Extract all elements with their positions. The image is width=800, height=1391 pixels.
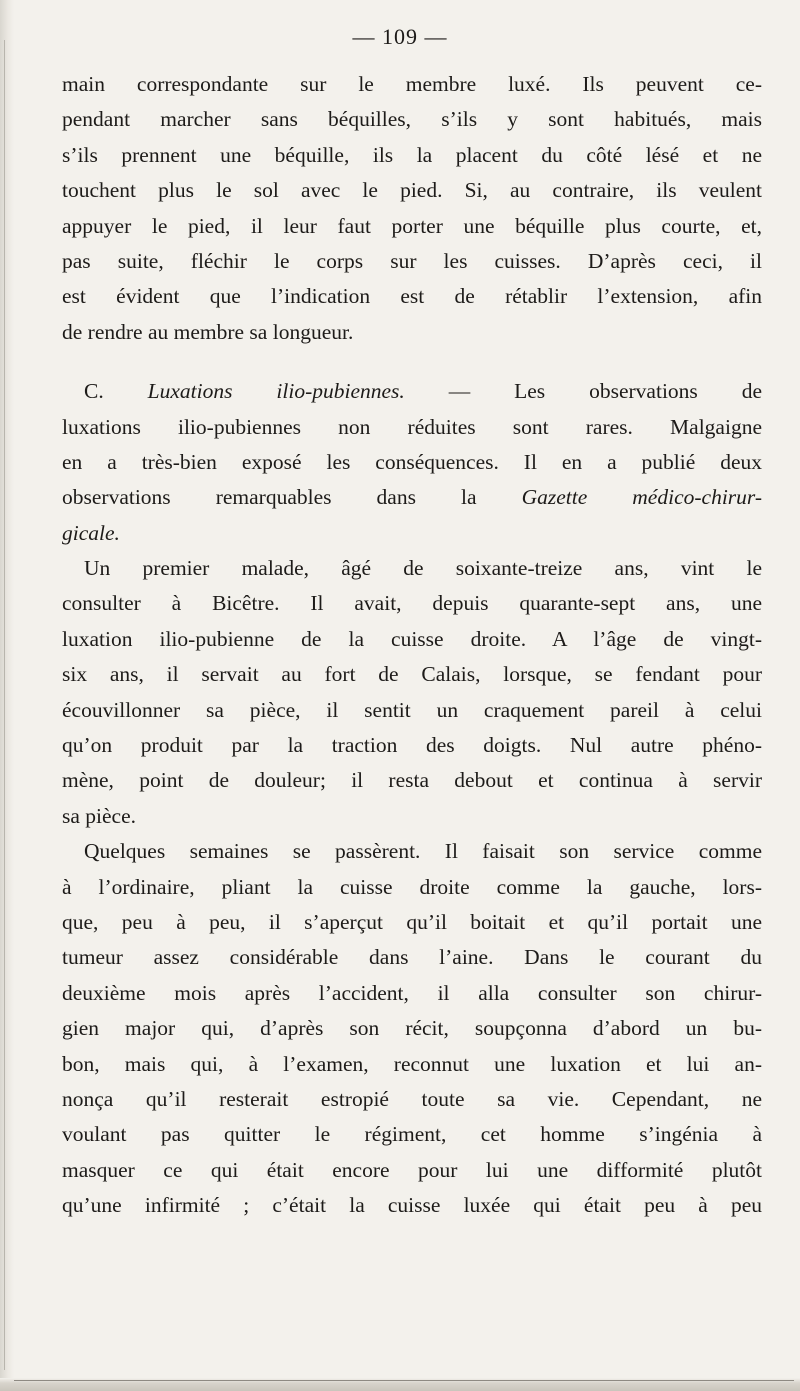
text-line: qu’on produit par la traction des doigts. Nul autre phéno-: [62, 733, 762, 758]
text-line: de rendre au membre sa longueur.: [62, 319, 354, 344]
text-line: nonça qu’il resterait estropié toute sa vie. Cependant, ne: [62, 1086, 762, 1111]
text-line: à l’ordinaire, pliant la cuisse droite comme la gauche, lors-: [62, 874, 762, 899]
text-line: qu’une infirmité ; c’était la cuisse luxée qui était peu à peu: [62, 1193, 762, 1218]
section-letter: C.: [84, 379, 148, 404]
text-line: touchent plus le sol avec le pied. Si, au contraire, ils veulent: [62, 178, 762, 203]
page-number: — 109 —: [352, 24, 448, 49]
text-line: Quelques semaines se passèrent. Il faisait son service comme: [84, 839, 762, 864]
text-line: tumeur assez considérable dans l’aine. Dans le courant du: [62, 945, 762, 970]
page-bottom-line: [14, 1380, 794, 1381]
text-line: appuyer le pied, il leur faut porter une béquille plus courte, et,: [62, 213, 762, 238]
text-line: sa pièce.: [62, 803, 137, 828]
page-binding-line: [4, 40, 5, 1370]
text-line: écouvillonner sa pièce, il sentit un craquement pareil à celui: [62, 697, 762, 722]
text-line: luxations ilio-pubiennes non réduites sont rares. Malgaigne: [62, 414, 762, 439]
text-line: que, peu à peu, il s’aperçut qu’il boitait et qu’il portait une: [62, 909, 762, 934]
paragraph-1: [62, 67, 762, 350]
text-line: mène, point de douleur; il resta debout et continua à servir: [62, 768, 762, 793]
journal-title: Gazette médico-chirur-: [521, 485, 762, 510]
text-line: en a très-bien exposé les conséquences. Il en a publié deux: [62, 449, 762, 474]
paragraph-gap: [62, 350, 762, 374]
text-line: luxation ilio-pubienne de la cuisse droite. A l’âge de vingt-: [62, 626, 762, 651]
section-heading-suffix: — Les observations de: [404, 379, 762, 404]
section-title: Luxations ilio-pubiennes.: [147, 379, 405, 404]
text-line: consulter à Bicêtre. Il avait, depuis quarante-sept ans, une: [62, 591, 762, 616]
page-left-shadow: [0, 0, 14, 1391]
text-line: [62, 480, 762, 515]
text-line: six ans, il servait au fort de Calais, lorsque, se fendant pour: [62, 662, 762, 687]
text-line: gien major qui, d’après son récit, soupçonna d’abord un bu-: [62, 1016, 762, 1041]
text-span: observations remarquables dans la: [62, 485, 522, 510]
text-line: masquer ce qui était encore pour lui une difformité plutôt: [62, 1157, 762, 1182]
paragraph-3: [62, 551, 762, 834]
section-heading-line: [62, 374, 762, 409]
text-line: main correspondante sur le membre luxé. Ils peuvent ce-: [62, 72, 762, 96]
text-line: pas suite, fléchir le corps sur les cuisses. D’après ceci, il: [62, 248, 762, 273]
journal-title-end: gicale.: [62, 520, 120, 545]
text-line: Un premier malade, âgé de soixante-treize ans, vint le: [84, 556, 762, 581]
paragraph-2: [62, 374, 762, 551]
text-line: voulant pas quitter le régiment, cet homme s’ingénia à: [62, 1122, 762, 1147]
text-line: deuxième mois après l’accident, il alla consulter son chirur-: [62, 980, 762, 1005]
body-text: [62, 67, 762, 1224]
text-line: bon, mais qui, à l’examen, reconnut une luxation et lui an-: [62, 1051, 762, 1076]
paragraph-4: [62, 834, 762, 1223]
text-line: pendant marcher sans béquilles, s’ils y sont habitués, mais: [62, 107, 762, 132]
text-line: s’ils prennent une béquille, ils la placent du côté lésé et ne: [62, 142, 762, 167]
text-line: est évident que l’indication est de rétablir l’extension, afin: [62, 284, 762, 309]
